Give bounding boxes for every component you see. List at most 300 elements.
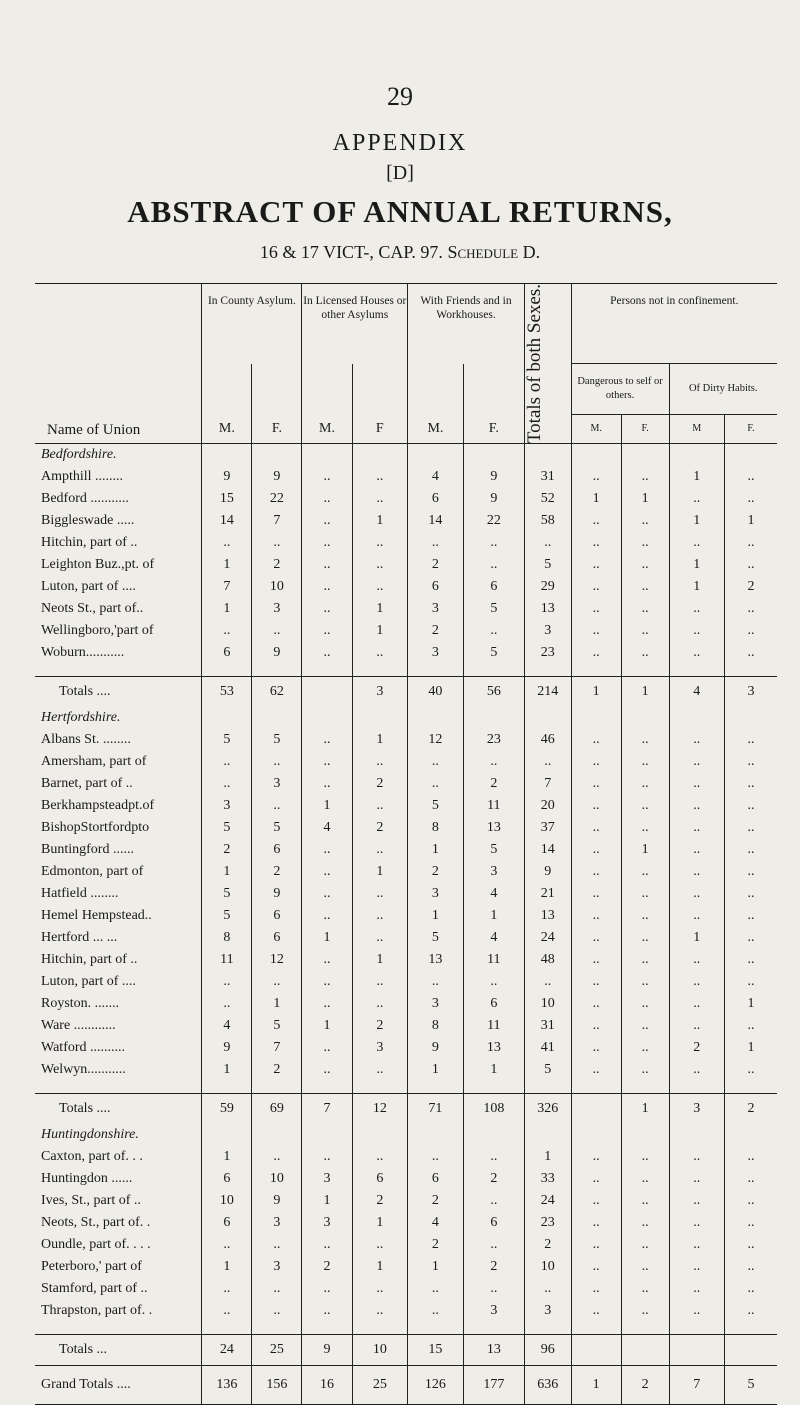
value-cell: 46 bbox=[524, 729, 571, 751]
value-cell: 9 bbox=[202, 466, 252, 488]
value-cell: 5 bbox=[202, 905, 252, 927]
value-cell: 4 bbox=[463, 927, 524, 949]
value-cell: 13 bbox=[524, 905, 571, 927]
spacer-cell bbox=[302, 1322, 352, 1335]
spacer-cell bbox=[352, 1081, 408, 1094]
empty-cell bbox=[463, 707, 524, 729]
value-cell: .. bbox=[571, 1146, 621, 1168]
value-cell: .. bbox=[621, 883, 669, 905]
spacer-cell bbox=[408, 664, 464, 677]
totals-cell: 3 bbox=[352, 677, 408, 708]
value-cell: 24 bbox=[524, 1190, 571, 1212]
table-row bbox=[35, 993, 777, 1015]
col-dirty-m: M bbox=[669, 414, 725, 443]
table-row bbox=[35, 927, 777, 949]
value-cell: .. bbox=[571, 466, 621, 488]
value-cell: 1 bbox=[408, 1059, 464, 1081]
union-name: Ampthill ........ bbox=[41, 469, 124, 485]
union-name: Amersham, part of bbox=[41, 754, 147, 770]
col-dirty-f: F. bbox=[725, 414, 777, 443]
county-heading-row bbox=[35, 1124, 777, 1146]
value-cell: .. bbox=[571, 773, 621, 795]
totals-cell: 3 bbox=[669, 1094, 725, 1125]
empty-cell bbox=[621, 444, 669, 467]
value-cell: .. bbox=[302, 576, 352, 598]
empty-cell bbox=[252, 707, 302, 729]
grand-totals-row bbox=[35, 1366, 777, 1405]
value-cell: .. bbox=[302, 773, 352, 795]
empty-cell bbox=[621, 707, 669, 729]
value-cell: 9 bbox=[524, 861, 571, 883]
value-cell: 6 bbox=[408, 576, 464, 598]
union-name: Wellingboro,'part of bbox=[41, 623, 154, 639]
col-asylum-m: M. bbox=[202, 414, 252, 443]
value-cell: .. bbox=[302, 1234, 352, 1256]
empty-cell bbox=[352, 444, 408, 467]
value-cell: 1 bbox=[408, 839, 464, 861]
union-name: Stamford, part of .. bbox=[41, 1281, 148, 1297]
value-cell: .. bbox=[725, 773, 777, 795]
value-cell: 3 bbox=[252, 1212, 302, 1234]
value-cell: .. bbox=[408, 773, 464, 795]
value-cell: 12 bbox=[408, 729, 464, 751]
spacer-cell bbox=[669, 1322, 725, 1335]
value-cell: 14 bbox=[524, 839, 571, 861]
value-cell: .. bbox=[352, 1278, 408, 1300]
value-cell: .. bbox=[571, 1015, 621, 1037]
value-cell: .. bbox=[571, 817, 621, 839]
spacer-cell bbox=[524, 1322, 571, 1335]
totals-cell: 59 bbox=[202, 1094, 252, 1125]
value-cell: 7 bbox=[202, 576, 252, 598]
value-cell: .. bbox=[302, 839, 352, 861]
value-cell: 11 bbox=[463, 795, 524, 817]
union-name: BishopStortfordpto bbox=[41, 820, 150, 836]
value-cell: 9 bbox=[408, 1037, 464, 1059]
value-cell: 20 bbox=[524, 795, 571, 817]
value-cell: 1 bbox=[202, 861, 252, 883]
grand-totals-cell: 25 bbox=[352, 1366, 408, 1405]
value-cell: 24 bbox=[524, 927, 571, 949]
value-cell: 6 bbox=[463, 1212, 524, 1234]
value-cell: 1 bbox=[202, 554, 252, 576]
union-name: Buntingford ...... bbox=[41, 842, 134, 858]
spacer-cell bbox=[621, 664, 669, 677]
value-cell: 1 bbox=[352, 620, 408, 642]
value-cell: 5 bbox=[202, 883, 252, 905]
totals-cell: 96 bbox=[524, 1335, 571, 1366]
empty-cell bbox=[352, 707, 408, 729]
totals-row bbox=[35, 1094, 777, 1125]
union-name: Luton, part of .... bbox=[41, 579, 136, 595]
col-licensed-m: M. bbox=[302, 414, 352, 443]
table-row bbox=[35, 839, 777, 861]
value-cell: .. bbox=[408, 532, 464, 554]
table-row bbox=[35, 1190, 777, 1212]
value-cell: 2 bbox=[524, 1234, 571, 1256]
value-cell: 13 bbox=[463, 1037, 524, 1059]
value-cell: .. bbox=[202, 1234, 252, 1256]
totals-cell: 1 bbox=[621, 677, 669, 708]
table-row bbox=[35, 1300, 777, 1322]
union-name: Peterboro,' part of bbox=[41, 1259, 142, 1275]
value-cell: .. bbox=[463, 1146, 524, 1168]
value-cell: .. bbox=[669, 883, 725, 905]
totals-cell bbox=[571, 1335, 621, 1366]
value-cell: 3 bbox=[252, 598, 302, 620]
spacer-cell bbox=[202, 664, 252, 677]
value-cell: 5 bbox=[252, 729, 302, 751]
value-cell: 2 bbox=[352, 817, 408, 839]
value-cell: .. bbox=[669, 1059, 725, 1081]
value-cell: .. bbox=[669, 993, 725, 1015]
value-cell: .. bbox=[571, 1059, 621, 1081]
value-cell: 8 bbox=[202, 927, 252, 949]
value-cell: .. bbox=[252, 1300, 302, 1322]
col-dangerous-f: F. bbox=[621, 414, 669, 443]
value-cell: .. bbox=[725, 554, 777, 576]
value-cell: .. bbox=[302, 993, 352, 1015]
value-cell: 13 bbox=[408, 949, 464, 971]
grand-totals-cell: 5 bbox=[725, 1366, 777, 1405]
value-cell: .. bbox=[302, 532, 352, 554]
empty-cell bbox=[571, 707, 621, 729]
value-cell: .. bbox=[202, 971, 252, 993]
value-cell: .. bbox=[352, 488, 408, 510]
spacer-cell bbox=[463, 664, 524, 677]
table-row bbox=[35, 883, 777, 905]
value-cell: .. bbox=[725, 1015, 777, 1037]
value-cell: .. bbox=[725, 1278, 777, 1300]
value-cell: .. bbox=[463, 554, 524, 576]
totals-both-sexes-label: Totals of both Sexes. bbox=[523, 284, 545, 444]
value-cell: .. bbox=[302, 1059, 352, 1081]
value-cell: 15 bbox=[202, 488, 252, 510]
value-cell: .. bbox=[571, 971, 621, 993]
value-cell: .. bbox=[571, 729, 621, 751]
value-cell: 3 bbox=[252, 1256, 302, 1278]
value-cell: 9 bbox=[252, 642, 302, 664]
value-cell: .. bbox=[571, 751, 621, 773]
union-name: Ives, St., part of .. bbox=[41, 1193, 141, 1209]
spacer-row bbox=[35, 1322, 777, 1335]
totals-cell: 4 bbox=[669, 677, 725, 708]
value-cell: 1 bbox=[408, 1256, 464, 1278]
value-cell: 2 bbox=[302, 1256, 352, 1278]
value-cell: .. bbox=[302, 642, 352, 664]
value-cell: .. bbox=[725, 488, 777, 510]
value-cell: 9 bbox=[463, 488, 524, 510]
value-cell: 1 bbox=[352, 1212, 408, 1234]
grand-totals-cell: 1 bbox=[571, 1366, 621, 1405]
table-row bbox=[35, 905, 777, 927]
value-cell: .. bbox=[352, 1059, 408, 1081]
value-cell: 1 bbox=[352, 861, 408, 883]
value-cell: 9 bbox=[463, 466, 524, 488]
value-cell: 1 bbox=[352, 1256, 408, 1278]
empty-cell bbox=[202, 1124, 252, 1146]
value-cell: 6 bbox=[352, 1168, 408, 1190]
table-body bbox=[35, 444, 777, 1405]
value-cell: 1 bbox=[463, 905, 524, 927]
schedule-label: Schedule D. bbox=[447, 242, 541, 262]
value-cell: .. bbox=[571, 598, 621, 620]
totals-cell bbox=[302, 677, 352, 708]
value-cell: .. bbox=[252, 751, 302, 773]
totals-cell bbox=[669, 1335, 725, 1366]
value-cell: .. bbox=[302, 554, 352, 576]
value-cell: 31 bbox=[524, 466, 571, 488]
returns-table bbox=[35, 283, 777, 1405]
value-cell: 7 bbox=[524, 773, 571, 795]
empty-cell bbox=[408, 707, 464, 729]
value-cell: 12 bbox=[252, 949, 302, 971]
value-cell: 1 bbox=[202, 1146, 252, 1168]
grand-totals-cell: 136 bbox=[202, 1366, 252, 1405]
value-cell: .. bbox=[669, 642, 725, 664]
union-name: Caxton, part of. . . bbox=[41, 1149, 143, 1165]
value-cell: 2 bbox=[252, 861, 302, 883]
value-cell: 14 bbox=[408, 510, 464, 532]
name-of-union-header: Name of Union bbox=[35, 284, 202, 444]
value-cell: 3 bbox=[463, 1300, 524, 1322]
union-name: Royston. ....... bbox=[41, 996, 120, 1012]
value-cell: .. bbox=[571, 1168, 621, 1190]
page-number: 29 bbox=[387, 82, 413, 111]
value-cell: 6 bbox=[252, 839, 302, 861]
value-cell: .. bbox=[621, 993, 669, 1015]
spacer-cell bbox=[252, 1081, 302, 1094]
spacer-cell bbox=[35, 1322, 202, 1335]
value-cell: 3 bbox=[202, 795, 252, 817]
grand-totals-cell: 16 bbox=[302, 1366, 352, 1405]
value-cell: 3 bbox=[252, 773, 302, 795]
value-cell: .. bbox=[202, 532, 252, 554]
value-cell: .. bbox=[202, 1278, 252, 1300]
empty-cell bbox=[725, 1124, 777, 1146]
appendix-title: APPENDIX bbox=[332, 130, 468, 156]
spacer-cell bbox=[524, 1081, 571, 1094]
value-cell: 2 bbox=[352, 1190, 408, 1212]
value-cell: .. bbox=[252, 971, 302, 993]
value-cell: 11 bbox=[463, 949, 524, 971]
spacer-cell bbox=[202, 1081, 252, 1094]
value-cell: .. bbox=[352, 576, 408, 598]
value-cell: .. bbox=[725, 751, 777, 773]
value-cell: .. bbox=[725, 1190, 777, 1212]
table-row bbox=[35, 532, 777, 554]
value-cell: 13 bbox=[524, 598, 571, 620]
county-heading: Huntingdonshire. bbox=[41, 1127, 139, 1143]
value-cell: .. bbox=[621, 1212, 669, 1234]
totals-cell: 40 bbox=[408, 677, 464, 708]
value-cell: .. bbox=[725, 466, 777, 488]
value-cell: .. bbox=[571, 905, 621, 927]
value-cell: .. bbox=[669, 1190, 725, 1212]
value-cell: .. bbox=[571, 532, 621, 554]
value-cell: 1 bbox=[621, 839, 669, 861]
table-row bbox=[35, 751, 777, 773]
value-cell: .. bbox=[463, 620, 524, 642]
value-cell: .. bbox=[725, 971, 777, 993]
empty-cell bbox=[524, 1124, 571, 1146]
value-cell: .. bbox=[571, 642, 621, 664]
value-cell: .. bbox=[725, 927, 777, 949]
totals-cell: 24 bbox=[202, 1335, 252, 1366]
union-name: Albans St. ........ bbox=[41, 732, 131, 748]
value-cell: 5 bbox=[463, 598, 524, 620]
table-row bbox=[35, 1278, 777, 1300]
value-cell: .. bbox=[352, 971, 408, 993]
value-cell: .. bbox=[202, 1300, 252, 1322]
union-name: Luton, part of .... bbox=[41, 974, 136, 990]
totals-cell bbox=[725, 1335, 777, 1366]
value-cell: .. bbox=[669, 1256, 725, 1278]
value-cell: .. bbox=[352, 532, 408, 554]
value-cell: .. bbox=[352, 839, 408, 861]
value-cell: 6 bbox=[202, 1168, 252, 1190]
value-cell: .. bbox=[621, 1190, 669, 1212]
value-cell: .. bbox=[725, 1168, 777, 1190]
table-row bbox=[35, 971, 777, 993]
value-cell: 21 bbox=[524, 883, 571, 905]
grand-totals-cell: 7 bbox=[669, 1366, 725, 1405]
value-cell: .. bbox=[408, 1146, 464, 1168]
licensed-houses-header: In Licensed Houses or other Asylums bbox=[302, 284, 408, 364]
value-cell: 9 bbox=[252, 1190, 302, 1212]
value-cell: 2 bbox=[408, 1234, 464, 1256]
table-row bbox=[35, 1256, 777, 1278]
totals-cell: 13 bbox=[463, 1335, 524, 1366]
value-cell: .. bbox=[252, 1278, 302, 1300]
value-cell: .. bbox=[669, 949, 725, 971]
value-cell: 1 bbox=[202, 1059, 252, 1081]
value-cell: 1 bbox=[725, 510, 777, 532]
table-row bbox=[35, 1234, 777, 1256]
value-cell: .. bbox=[571, 1212, 621, 1234]
empty-cell bbox=[352, 1124, 408, 1146]
value-cell: 2 bbox=[463, 1168, 524, 1190]
totals-cell: 25 bbox=[252, 1335, 302, 1366]
value-cell: 22 bbox=[463, 510, 524, 532]
table-row bbox=[35, 861, 777, 883]
value-cell: 1 bbox=[725, 1037, 777, 1059]
totals-cell: 56 bbox=[463, 677, 524, 708]
totals-cell: 3 bbox=[725, 677, 777, 708]
value-cell: 1 bbox=[352, 949, 408, 971]
totals-cell: 53 bbox=[202, 677, 252, 708]
table-row bbox=[35, 466, 777, 488]
value-cell: 23 bbox=[524, 1212, 571, 1234]
value-cell: .. bbox=[352, 993, 408, 1015]
table-row bbox=[35, 1212, 777, 1234]
value-cell: .. bbox=[621, 510, 669, 532]
table-row bbox=[35, 510, 777, 532]
empty-cell bbox=[725, 444, 777, 467]
value-cell: .. bbox=[302, 1300, 352, 1322]
value-cell: .. bbox=[302, 1037, 352, 1059]
totals-cell: 71 bbox=[408, 1094, 464, 1125]
spacer-cell bbox=[463, 1322, 524, 1335]
spacer-cell bbox=[352, 664, 408, 677]
spacer-cell bbox=[621, 1322, 669, 1335]
value-cell: 6 bbox=[252, 927, 302, 949]
value-cell: 1 bbox=[669, 576, 725, 598]
value-cell: 2 bbox=[408, 620, 464, 642]
county-asylum-header: In County Asylum. bbox=[202, 284, 302, 364]
value-cell: .. bbox=[669, 795, 725, 817]
value-cell: .. bbox=[302, 598, 352, 620]
value-cell: .. bbox=[571, 620, 621, 642]
value-cell: 3 bbox=[302, 1212, 352, 1234]
col-licensed-f: F bbox=[352, 414, 408, 443]
value-cell: .. bbox=[621, 1168, 669, 1190]
value-cell: .. bbox=[408, 1278, 464, 1300]
value-cell: .. bbox=[571, 554, 621, 576]
value-cell: 1 bbox=[463, 1059, 524, 1081]
value-cell: .. bbox=[669, 1168, 725, 1190]
value-cell: 1 bbox=[202, 598, 252, 620]
value-cell: 37 bbox=[524, 817, 571, 839]
value-cell: 1 bbox=[524, 1146, 571, 1168]
table-row bbox=[35, 1015, 777, 1037]
value-cell: .. bbox=[571, 949, 621, 971]
col-dangerous-m: M. bbox=[571, 414, 621, 443]
union-name: Biggleswade ..... bbox=[41, 513, 135, 529]
value-cell: .. bbox=[252, 620, 302, 642]
totals-cell: 12 bbox=[352, 1094, 408, 1125]
value-cell: 31 bbox=[524, 1015, 571, 1037]
value-cell: .. bbox=[571, 839, 621, 861]
value-cell: .. bbox=[621, 817, 669, 839]
value-cell: .. bbox=[302, 729, 352, 751]
value-cell: 2 bbox=[352, 773, 408, 795]
value-cell: 4 bbox=[202, 1015, 252, 1037]
value-cell: .. bbox=[352, 905, 408, 927]
value-cell: .. bbox=[621, 1059, 669, 1081]
value-cell: .. bbox=[669, 1212, 725, 1234]
value-cell: 7 bbox=[252, 1037, 302, 1059]
empty-cell bbox=[463, 1124, 524, 1146]
value-cell: 7 bbox=[252, 510, 302, 532]
value-cell: .. bbox=[302, 883, 352, 905]
value-cell: 2 bbox=[202, 839, 252, 861]
statute-line bbox=[0, 242, 800, 263]
value-cell: .. bbox=[302, 751, 352, 773]
value-cell: 1 bbox=[352, 598, 408, 620]
value-cell: .. bbox=[202, 751, 252, 773]
dirty-habits-header: Of Dirty Habits. bbox=[669, 364, 777, 415]
union-name: Woburn........... bbox=[41, 645, 125, 661]
value-cell: .. bbox=[621, 576, 669, 598]
value-cell: .. bbox=[571, 1300, 621, 1322]
value-cell: .. bbox=[669, 1278, 725, 1300]
spacer-cell bbox=[669, 664, 725, 677]
value-cell: .. bbox=[621, 971, 669, 993]
value-cell: 2 bbox=[725, 576, 777, 598]
totals-cell: 1 bbox=[621, 1094, 669, 1125]
totals-cell: 326 bbox=[524, 1094, 571, 1125]
value-cell: .. bbox=[524, 751, 571, 773]
col-friends-m: M. bbox=[408, 414, 464, 443]
county-heading: Hertfordshire. bbox=[41, 710, 121, 726]
value-cell: 1 bbox=[352, 729, 408, 751]
value-cell: 2 bbox=[252, 1059, 302, 1081]
union-name: Hatfield ........ bbox=[41, 886, 119, 902]
union-name: Bedford ........... bbox=[41, 491, 129, 507]
totals-label: Totals ... bbox=[35, 1335, 202, 1366]
value-cell: .. bbox=[352, 795, 408, 817]
